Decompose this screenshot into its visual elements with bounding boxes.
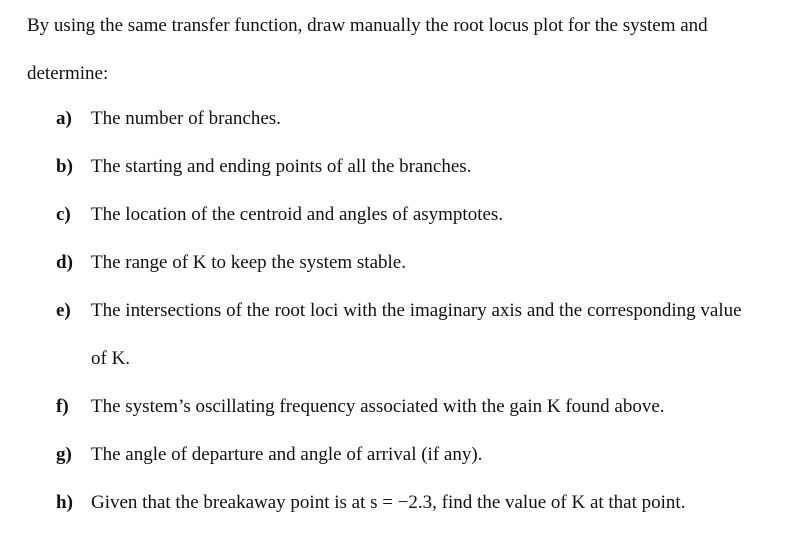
item-text: The angle of departure and angle of arrival (if any). bbox=[91, 444, 483, 465]
item-text: The range of K to keep the system stable. bbox=[91, 252, 406, 273]
item-letter: b) bbox=[56, 156, 73, 177]
item-text: The location of the centroid and angles of asymptotes. bbox=[91, 204, 504, 225]
list-item bbox=[56, 191, 806, 239]
item-text: Given that the breakaway point is at s = −2.3, find the value of K at that point. bbox=[91, 492, 686, 513]
list-item bbox=[56, 431, 806, 479]
item-text: The starting and ending points of all the branches. bbox=[91, 156, 472, 177]
intro-line-2: determine: bbox=[27, 63, 109, 84]
question-list bbox=[56, 95, 806, 527]
item-text: The system’s oscillating frequency associated with the gain K found above. bbox=[91, 396, 665, 417]
intro-line-1: By using the same transfer function, draw manually the root locus plot for the system and bbox=[27, 15, 708, 36]
item-letter: e) bbox=[56, 300, 71, 321]
list-item bbox=[56, 95, 806, 143]
item-letter: a) bbox=[56, 108, 72, 129]
item-letter: d) bbox=[56, 252, 73, 273]
item-text: The number of branches. bbox=[91, 108, 281, 129]
item-letter: f) bbox=[56, 396, 69, 417]
list-item bbox=[56, 479, 806, 527]
item-letter: g) bbox=[56, 444, 72, 465]
list-item bbox=[56, 383, 806, 431]
list-item bbox=[56, 287, 806, 383]
item-text-continuation: of K. bbox=[91, 348, 131, 369]
item-text: The intersections of the root loci with the imaginary axis and the corresponding value bbox=[91, 300, 742, 321]
list-item bbox=[56, 239, 806, 287]
item-letter: h) bbox=[56, 492, 73, 513]
question-intro bbox=[27, 2, 807, 98]
item-letter: c) bbox=[56, 204, 71, 225]
list-item bbox=[56, 143, 806, 191]
